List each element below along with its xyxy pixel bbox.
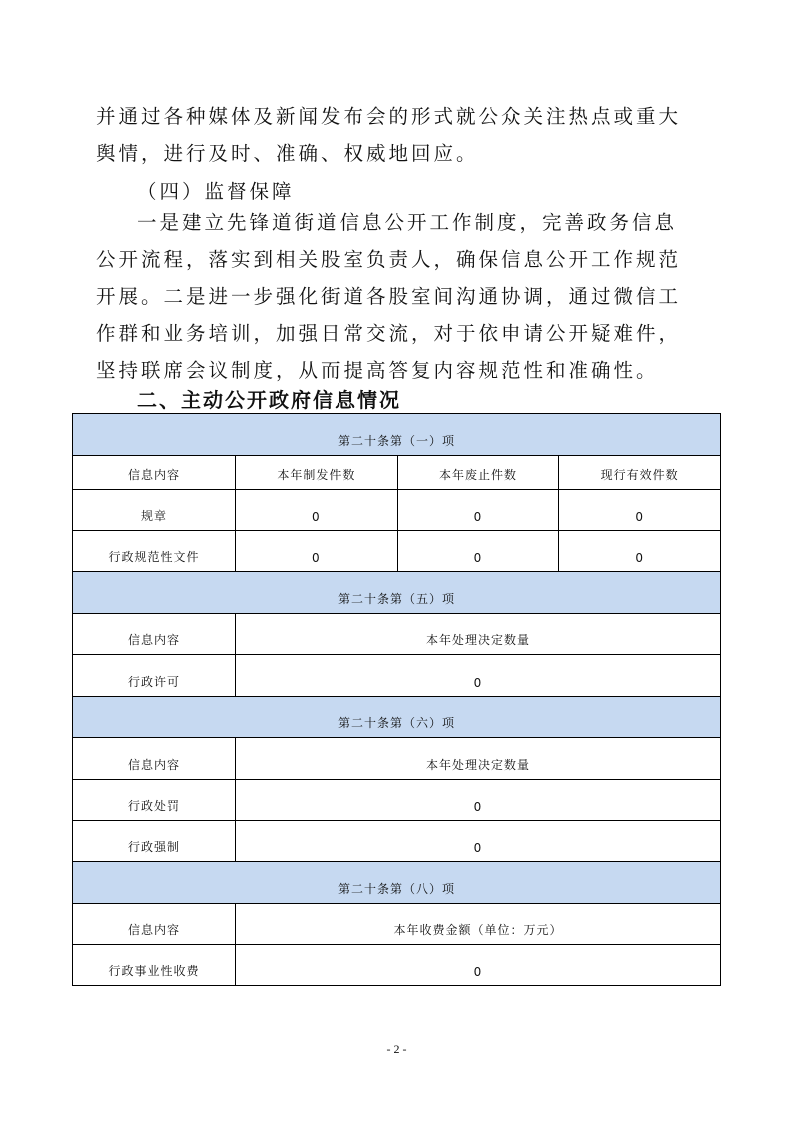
body-paragraph-1: 并通过各种媒体及新闻发布会的形式就公众关注热点或重大舆情，进行及时、准确、权威地回应。 [96, 105, 682, 165]
header-cell: 信息内容 [73, 738, 236, 780]
table-row [73, 655, 721, 697]
body-paragraph-2: 一是建立先锋道街道信息公开工作制度，完善政务信息公开流程，落实到相关股室负责人，确保信息公开工作规范开展。二是进一步强化街道各股室间沟通协调，通过微信工作群和业务培训，加强日常交流，对于依申请公开疑难件，坚持联席会议制度，从而提高答复内容规范性和准确性。 [96, 211, 682, 382]
cell-value: 0 [236, 531, 398, 572]
table-row [73, 531, 721, 572]
header-cell: 现行有效件数 [559, 456, 721, 490]
section-row [73, 572, 721, 614]
cell-value: 0 [397, 490, 559, 531]
row-label: 行政处罚 [73, 780, 236, 821]
cell-value: 0 [236, 821, 721, 862]
row-label: 行政事业性收费 [73, 945, 236, 986]
section-title: 第二十条第（六）项 [73, 697, 721, 738]
header-cell: 信息内容 [73, 904, 236, 945]
header-cell: 本年制发件数 [236, 456, 398, 490]
cell-value: 0 [236, 655, 721, 697]
header-cell: 本年处理决定数量 [236, 614, 721, 655]
row-label: 行政强制 [73, 821, 236, 862]
section-title: 第二十条第（八）项 [73, 862, 721, 904]
row-label: 行政规范性文件 [73, 531, 236, 572]
cell-value: 0 [559, 531, 721, 572]
cell-value: 0 [236, 490, 398, 531]
table-row [73, 490, 721, 531]
cell-value: 0 [236, 945, 721, 986]
section-row [73, 697, 721, 738]
header-row [73, 614, 721, 655]
cell-value: 0 [559, 490, 721, 531]
header-cell: 本年废止件数 [397, 456, 559, 490]
section-title: 第二十条第（五）项 [73, 572, 721, 614]
header-row [73, 738, 721, 780]
table-row [73, 821, 721, 862]
cell-value: 0 [236, 780, 721, 821]
header-cell: 信息内容 [73, 456, 236, 490]
page-number: - 2 - [386, 1042, 407, 1056]
header-cell: 本年处理决定数量 [236, 738, 721, 780]
section-heading-2: 二、主动公开政府信息情况 [137, 388, 401, 412]
section-title: 第二十条第（一）项 [73, 414, 721, 456]
header-cell: 本年收费金额（单位：万元） [236, 904, 721, 945]
table-row [73, 780, 721, 821]
section-row [73, 414, 721, 456]
table-row [73, 945, 721, 986]
section-row [73, 862, 721, 904]
row-label: 行政许可 [73, 655, 236, 697]
disclosure-table [72, 413, 721, 986]
cell-value: 0 [397, 531, 559, 572]
subheading-supervision: （四）监督保障 [137, 180, 295, 203]
header-row [73, 456, 721, 490]
row-label: 规章 [73, 490, 236, 531]
header-cell: 信息内容 [73, 614, 236, 655]
header-row [73, 904, 721, 945]
